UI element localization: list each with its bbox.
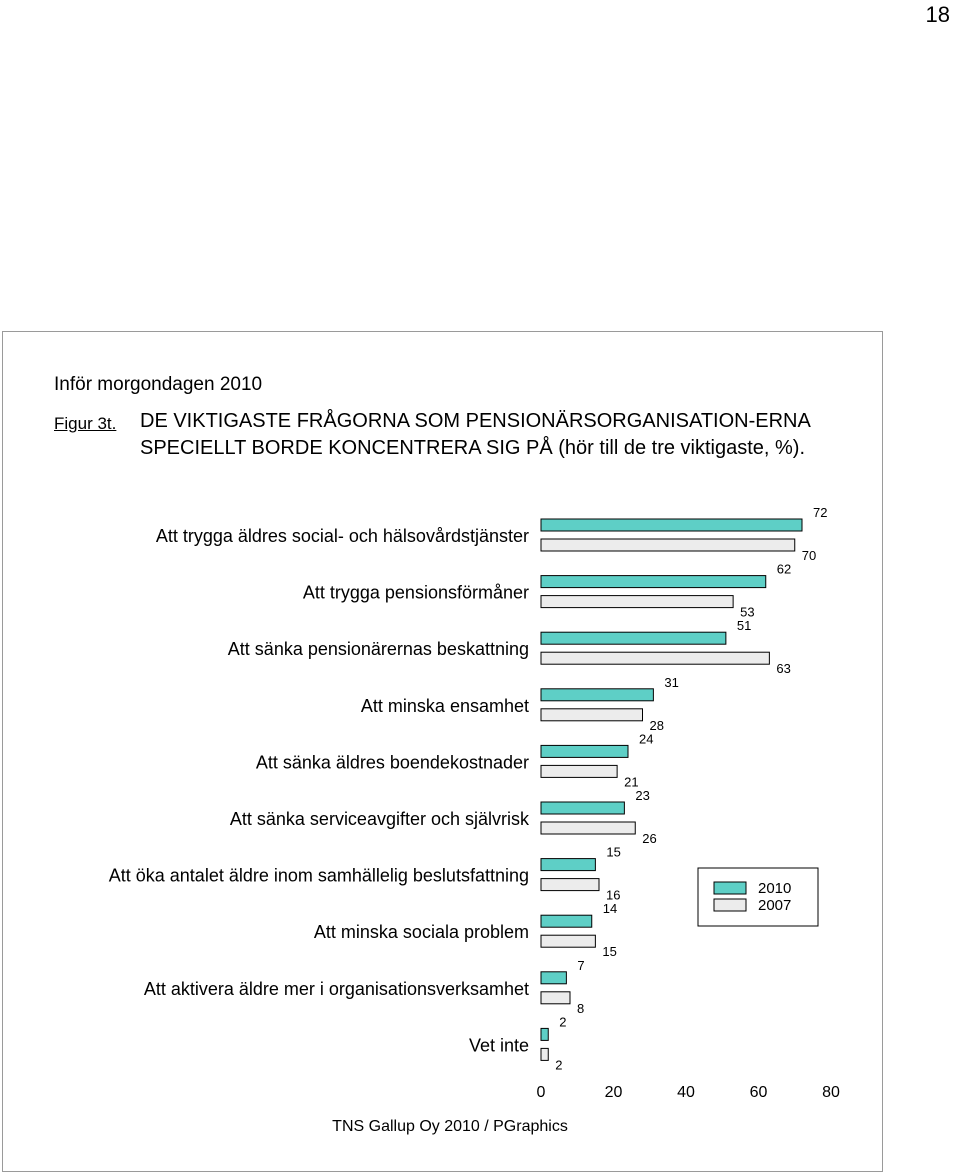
bar-2007 xyxy=(541,935,595,947)
page-number: 18 xyxy=(925,2,950,27)
data-label-2007: 8 xyxy=(577,1000,585,1016)
bar-2010 xyxy=(541,519,802,531)
x-tick-label: 0 xyxy=(536,1084,546,1101)
data-label-2010: 23 xyxy=(635,788,650,803)
bar-2010 xyxy=(541,802,624,814)
category-label: Att öka antalet äldre inom samhällelig beslutsfattning xyxy=(108,865,529,886)
data-label-2007: 16 xyxy=(606,887,621,903)
bar-2010 xyxy=(541,632,726,644)
data-label-2010: 62 xyxy=(776,561,792,577)
figure-title: DE VIKTIGASTE FRÅGORNA SOM PENSIONÄRSORGANISATION-ERNA SPECIELLT BORDE KONCENTRERA SIG PÅ (hör till de tre viktigaste, %). xyxy=(140,410,810,459)
data-label-2010: 14 xyxy=(602,901,618,917)
category-label: Att minska sociala problem xyxy=(313,922,529,943)
figure-label: Figur 3t. xyxy=(54,414,117,433)
category-label: Att trygga äldres social- och hälsovårdstjänster xyxy=(155,526,529,546)
category-label: Att minska ensamhet xyxy=(360,695,529,716)
bar-2007 xyxy=(541,1048,548,1060)
data-label-2007: 70 xyxy=(801,548,817,563)
legend-swatch-2007 xyxy=(714,899,746,911)
legend-label-2010: 2010 xyxy=(758,880,792,897)
x-tick-label: 80 xyxy=(822,1084,840,1101)
data-label-2010: 2 xyxy=(559,1014,567,1030)
bar-2007 xyxy=(541,539,795,551)
x-tick-label: 20 xyxy=(604,1084,623,1101)
bar-2010 xyxy=(541,745,628,757)
data-label-2007: 21 xyxy=(624,774,639,790)
bar-2007 xyxy=(541,709,643,721)
data-label-2007: 53 xyxy=(740,604,755,620)
category-label: Vet inte xyxy=(468,1035,529,1056)
data-label-2010: 24 xyxy=(639,731,654,747)
legend-label-2007: 2007 xyxy=(758,897,792,914)
bar-2007 xyxy=(541,765,617,777)
bar-2010 xyxy=(541,859,595,871)
data-label-2007: 15 xyxy=(602,944,617,960)
bar-2007 xyxy=(541,992,570,1004)
category-label: Att trygga pensionsförmåner xyxy=(302,582,529,603)
category-label: Att aktivera äldre mer i organisationsverksamhet xyxy=(143,978,529,999)
category-label: Att sänka pensionärernas beskattning xyxy=(227,639,529,660)
data-label-2010: 15 xyxy=(606,844,621,860)
bar-2007 xyxy=(541,822,635,834)
category-label: Att sänka serviceavgifter och självrisk xyxy=(229,809,529,829)
bar-2010 xyxy=(541,689,653,701)
bar-2010 xyxy=(541,576,766,588)
data-label-2007: 63 xyxy=(776,661,791,677)
bar-2007 xyxy=(541,596,733,608)
data-label-2007: 26 xyxy=(642,831,657,846)
data-label-2007: 28 xyxy=(649,717,664,733)
source-credit xyxy=(0,1118,900,1136)
source-text: TNS Gallup Oy 2010 / PGraphics xyxy=(332,1118,568,1135)
data-label-2007: 2 xyxy=(555,1057,563,1073)
category-label: Att sänka äldres boendekostnader xyxy=(255,752,529,773)
report-title: Inför morgondagen 2010 xyxy=(54,374,263,395)
data-label-2010: 7 xyxy=(577,957,585,973)
legend-swatch-2010 xyxy=(714,882,746,894)
bar-2010 xyxy=(541,972,566,984)
x-tick-label: 40 xyxy=(677,1084,695,1101)
x-tick-label: 60 xyxy=(749,1084,768,1101)
bar-2007 xyxy=(541,879,599,891)
bar-2007 xyxy=(541,652,769,664)
legend xyxy=(698,868,818,926)
data-label-2010: 72 xyxy=(813,505,828,520)
data-label-2010: 51 xyxy=(736,618,752,634)
bar-2010 xyxy=(541,915,592,927)
data-label-2010: 31 xyxy=(664,674,679,690)
bar-2010 xyxy=(541,1028,548,1040)
